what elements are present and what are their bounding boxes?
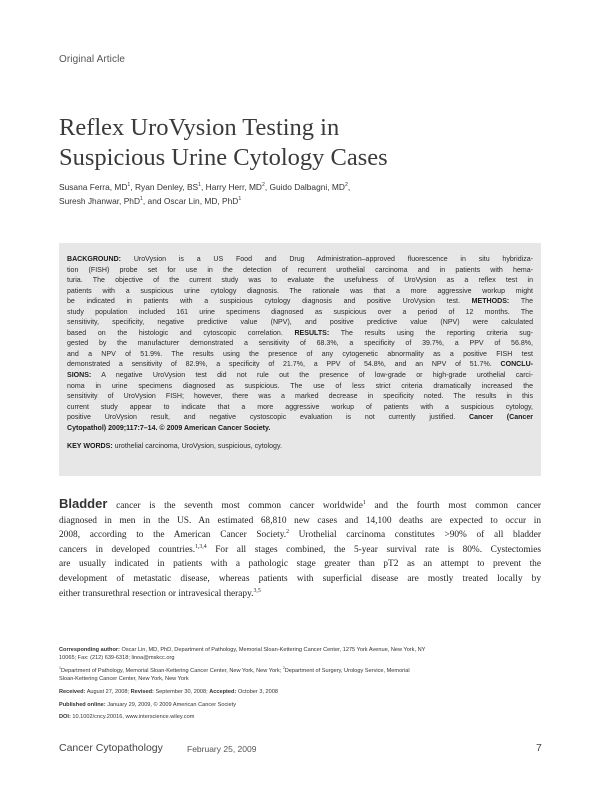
abstract-line: SIONS: A negative UroVysion test did not rule out the presence of low-grade or high-grade urothelial carci- [67,372,533,380]
abstract-line: study population included 161 urine specimens diagnosed as suspicious over a period of 12 months. The [67,308,533,316]
history-dates: Received: August 27, 2008; Revised: September 30, 2008; Accepted: October 3, 2008 [59,689,278,695]
author-line-2: Suresh Jhanwar, PhD$^1$, and Oscar Lin, MD, PhD$^1$ [59,195,242,206]
body-line: Bladder cancer is the seventh most common cancer worldwide$^1$ and the fourth most common cancer [59,497,541,511]
body-line: 2008, according to the American Cancer Society.$^2$ Urothelial carcinoma constitutes >90% of all bladder [59,529,541,541]
footnotes [59,646,541,726]
abstract-line: demonstrated a sensitivity of 82.9%, a specificity of 21.7%, a PPV of 54.8%, and an NPV of 51.7%. CONCLU- [67,361,533,369]
body-paragraph [59,497,541,601]
abstract-line: sensitivity of UroVysion FISH; however, there was a marked decrease in specificity noted. The results in this [67,393,533,401]
title-line-2: Suspicious Urine Cytology Cases [59,144,388,171]
abstract-line: current study appear to indicate that a more aggressive workup of patients with a suspicious cytology, [67,403,533,411]
abstract-line: turia. The objective of the current study was to evaluate the usefulness of UroVysion as a reflex test in [67,277,533,285]
footer-journal-name: Cancer Cytopathology [59,742,163,754]
abstract-line: and a NPV of 51.9%. The results using the presence of any cytogenetic abnormality as a positive FISH test [67,350,533,358]
abstract-line: noma in urine specimens diagnosed as suspicious. The use of less strict criteria dramatically increased the [67,382,533,390]
abstract-line: gested by the manufacturer demonstrated a sensitivity of 68.3%, a specificity of 39.7%, a PPV of 56.8%, [67,340,533,348]
abstract-line: tion (FISH) probe set for use in the detection of recurrent urothelial carcinoma and in patients with hema- [67,266,533,274]
body-line: are usually indicated in patients with a pathologic stage greater than pT2 as an attempt to prevent the [59,559,541,570]
body-line: diagnosed in men in the US. An estimated 68,810 new cases and 14,100 deaths are expected to occur in [59,515,541,526]
corresponding-author: Corresponding author: Oscar Lin, MD, PhD, Department of Pathology, Memorial Sloan-Kettering Cancer Center, 1275 York Avenue, New York, NY 10065; Fax: (212) 639-6318; linoa@mskcc.org [59,647,426,662]
abstract-line: based on the histologic and cytoscopic correlation. RESULTS: The results using the reporting criteria sug- [67,329,533,337]
abstract-line: positive UroVysion result, and negative cystoscopic evaluation is not currently justified. Cancer (Cancer [67,414,533,422]
abstract-line: BACKGROUND: UroVysion is a US Food and Drug Administration–approved fluorescence in situ hybridiza- [67,256,533,263]
abstract-line: patients with a suspicious urine cytology diagnosis. The rationale was that a more aggressive workup might [67,287,533,295]
body-line: either transurethral resection or intravesical therapy.$^{3,5}$ [59,587,261,599]
doi: DOI: 10.1002/cncy.20016, www.interscience.wiley.com [59,714,195,721]
body-line: development of metastatic disease, whereas patients with superficial disease are mostly treated locally by [59,573,541,584]
abstract-box [59,243,541,476]
doi-link[interactable]: 10.1002/cncy.20016, www.interscience.wiley.com [72,714,195,721]
body-line: cancers in developed countries.$^{1,3,4}$ For all stages combined, the 5-year survival rate is 80%. Cystectomies [59,543,541,555]
dropcap-word: Bladder [59,497,108,511]
author-list [59,181,529,208]
article-type: Original Article [59,54,126,65]
author-line-1: Susana Ferra, $MD^1$, Ryan Denley, $BS^1$, Harry Herr, $MD^2$, Guido Dalbagni, $MD^2$, [59,182,351,192]
abstract-line: be indicated in patients with a suspicious cytology diagnosis and positive UroVysion test. METHODS: The [67,298,533,306]
article-title [59,113,539,173]
title-line-1: Reflex UroVysion Testing in [59,114,340,141]
abstract-line: Cytopathol) 2009;117:7–14. © 2009 American Cancer Society. [67,424,271,432]
abstract-line: sensitivity, specificity, negative predictive value (NPV), and positive predictive value (NPV) were calculated [67,319,533,327]
corresponding-author-text: Oscar Lin, MD, PhD, Department of Pathology, Memorial Sloan-Kettering Cancer Center, 1275 York Avenue, New York, NY [121,647,426,653]
published-online: Published online: January 29, 2009, © 2009 American Cancer Society [59,701,236,708]
affiliations: $^1$Department of Pathology, Memorial Sloan-Kettering Cancer Center, New York, New York; $^2$Department of Surgery, Urology Service, Memorial Sloan-Kettering Cancer Center, New York, New York [59,666,410,683]
page-number: 7 [536,742,542,754]
footer-date: February 25, 2009 [187,744,257,754]
keywords: KEY WORDS: urothelial carcinoma, UroVysion, suspicious, cytology. [67,443,282,451]
